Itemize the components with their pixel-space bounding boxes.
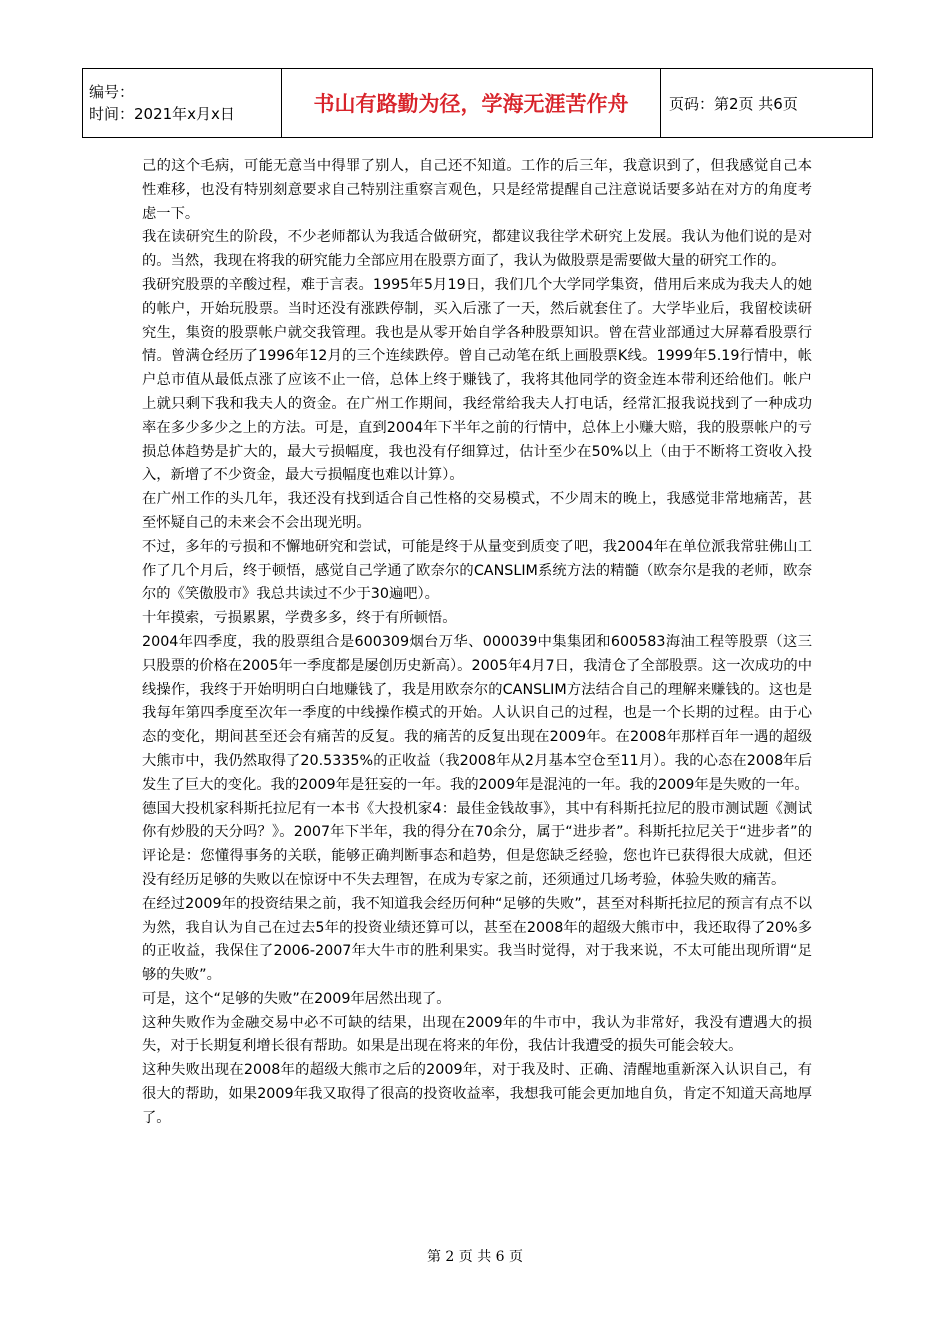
paragraph: 己的这个毛病，可能无意当中得罪了别人，自己还不知道。工作的后三年，我意识到了，但我感觉自己本性难移，也没有特别刻意要求自己特别注重察言观色，只是经常提醒自己注意说话要多站在对方的角度考虑一下。 <box>142 158 812 222</box>
paragraph: 可是，这个“足够的失败”在2009年居然出现了。 <box>142 990 451 1007</box>
header-motto: 书山有路勤为径，学海无涯苦作舟 <box>313 92 629 116</box>
document-number-label: 编号： <box>89 83 135 101</box>
paragraph: 在广州工作的头几年，我还没有找到适合自己性格的交易模式，不少周末的晚上，我感觉非常地痛苦，甚至怀疑自己的未来会不会出现光明。 <box>142 491 812 531</box>
document-date: 时间：2021年x月x日 <box>89 105 235 123</box>
header-meta-cell <box>83 69 282 138</box>
header-table <box>82 68 873 138</box>
paragraph: 这种失败作为金融交易中必不可缺的结果，出现在2009年的牛市中，我认为非常好，我没有遭遇大的损失，对于长期复利增长很有帮助。如果是出现在将来的年份，我估计我遭受的损失可能会较大。 <box>142 1014 812 1055</box>
paragraph: 这种失败出现在2008年的超级大熊市之后的2009年，对于我及时、正确、清醒地重新深入认识自己，有很大的帮助，如果2009年我又取得了很高的投资收益率，我想我可能会更加地自负，肯定不知道天高地厚了。 <box>142 1062 812 1126</box>
paragraph: 2004年四季度，我的股票组合是600309烟台万华、000039中集集团和600583海油工程等股票（这三只股票的价格在2005年一季度都是屡创历史新高）。2005年4月7日，我清仓了全部股票。这一次成功的中线操作，我终于开始明明白白地赚钱了，我是用欧奈尔的CANSLIM方法结合自己的理解来赚钱的。这也是我每年第四季度至次年一季度的中线操作模式的开始。人认识自己的过程，也是一个长期的过程。由于心态的变化，期间甚至还会有痛苦的反复。我的痛苦的反复出现在2009年。在2008年那样百年一遇的超级大熊市中，我仍然取得了20.5335%的正收益（我2008年从2月基本空仓至11月）。我的心态在2008年后发生了巨大的变化。我的2009年是狂妄的一年。我的2009年是混沌的一年。我的2009年是失败的一年。 <box>142 633 812 793</box>
header-page-cell <box>661 69 873 138</box>
paragraph: 我研究股票的辛酸过程，难于言表。1995年5月19日，我们几个大学同学集资，借用后来成为我夫人的她的帐户，开始玩股票。当时还没有涨跌停制，买入后涨了一天，然后就套住了。大学毕业后，我留校读研究生，集资的股票帐户就交我管理。我也是从零开始自学各种股票知识。曾在营业部通过大屏幕看股票行情。曾满仓经历了1996年12月的三个连续跌停。曾自己动笔在纸上画股票K线。1999年5.19行情中，帐户总市值从最低点涨了应该不止一倍，总体上终于赚钱了，我将其他同学的资金连本带利还给他们。帐户上就只剩下我和我夫人的资金。在广州工作期间，我经常给我夫人打电话，经常汇报我说找到了一种成功率在多少多少之上的方法。可是，直到2004年下半年之前的行情中，总体上小赚大赔，我的股票帐户的亏损总体趋势是扩大的，最大亏损幅度，我也没有仔细算过，估计至少在50%以上（由于不断将工资收入投入，新增了不少资金，最大亏损幅度也难以计算）。 <box>142 276 812 484</box>
document-body <box>142 155 812 1131</box>
paragraph: 德国大投机家科斯托拉尼有一本书《大投机家4：最佳金钱故事》，其中有科斯托拉尼的股市测试题《测试你有炒股的天分吗？》。2007年下半年，我的得分在70余分，属于“进步者”。科斯托拉尼关于“进步者”的评论是：您懂得事务的关联，能够正确判断事态和趋势，但是您缺乏经验，您也许已获得很大成就，但还没有经历足够的失败以在惊讶中不失去理智，在成为专家之前，还须通过几场考验，体验失败的痛苦。 <box>142 800 812 888</box>
paragraph: 不过，多年的亏损和不懈地研究和尝试，可能是终于从量变到质变了吧，我2004年在单位派我常驻佛山工作了几个月后，终于顿悟，感觉自己学通了欧奈尔的CANSLIM系统方法的精髓（欧奈尔是我的老师，欧奈尔的《笑傲股市》我总共读过不少于30遍吧）。 <box>142 538 812 603</box>
paragraph: 在经过2009年的投资结果之前，我不知道我会经历何种“足够的失败”，甚至对科斯托拉尼的预言有点不以为然，我自认为自己在过去5年的投资业绩还算可以，甚至在2008年的超级大熊市中，我还取得了20%多的正收益，我保住了2006-2007年大牛市的胜利果实。我当时觉得，对于我来说，不太可能出现所谓“足够的失败”。 <box>142 895 812 984</box>
paragraph: 我在读研究生的阶段，不少老师都认为我适合做研究，都建议我往学术研究上发展。我认为他们说的是对的。当然，我现在将我的研究能力全部应用在股票方面了，我认为做股票是需要做大量的研究工作的。 <box>142 229 812 270</box>
page-footer: 第 2 页 共 6 页 <box>426 1249 524 1265</box>
header-page-info: 页码：第2页 共6页 <box>669 94 798 113</box>
header-motto-cell <box>282 69 661 138</box>
paragraph: 十年摸索，亏损累累，学费多多，终于有所顿悟。 <box>142 610 457 627</box>
